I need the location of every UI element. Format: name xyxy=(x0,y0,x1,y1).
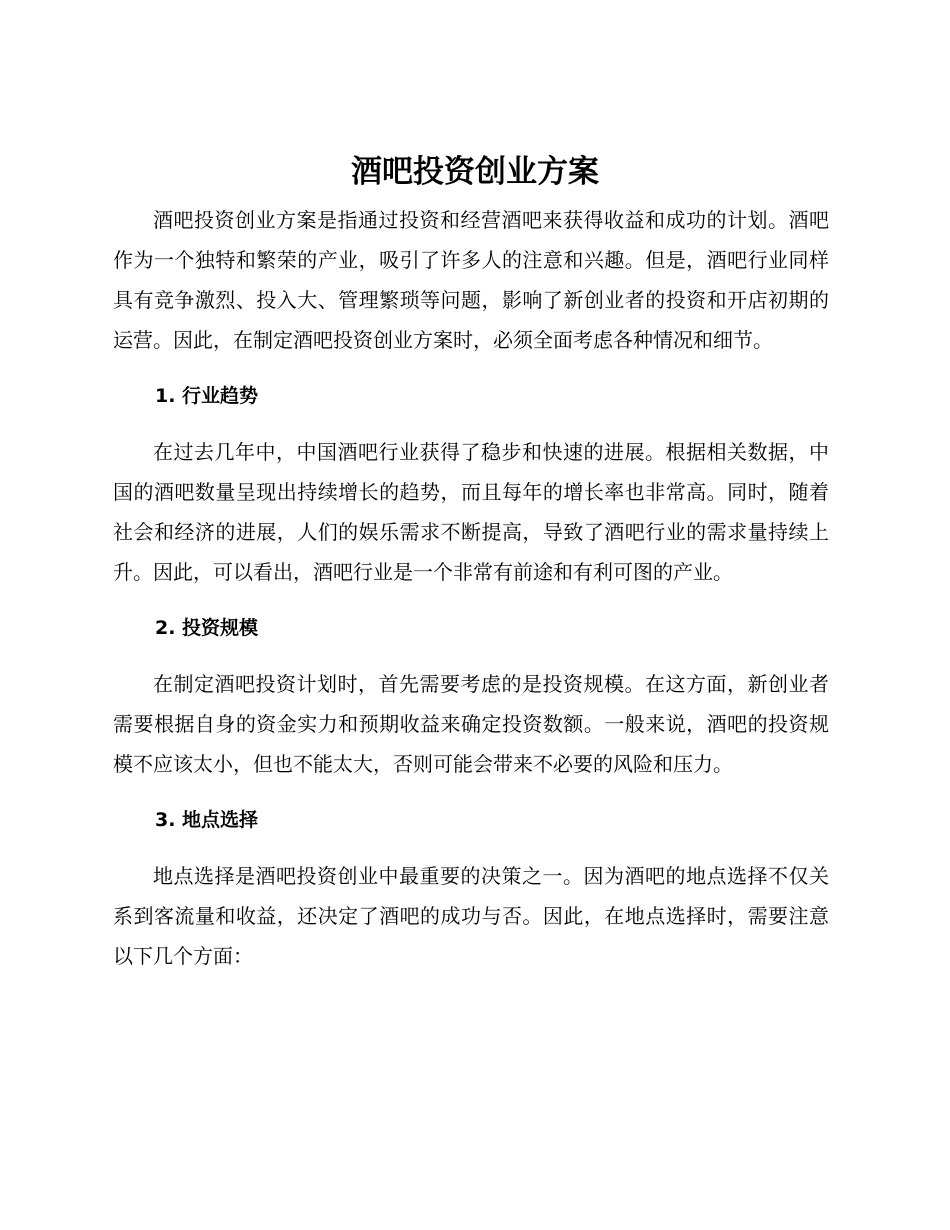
document-body xyxy=(113,200,829,976)
section-body-industry-trend: 在过去几年中，中国酒吧行业获得了稳步和快速的进展。根据相关数据，中国的酒吧数量呈现出持续增长的趋势，而且每年的增长率也非常高。同时，随着社会和经济的进展，人们的娱乐需求不断提高，导致了酒吧行业的需求量持续上升。因此，可以看出，酒吧行业是一个非常有前途和有利可图的产业。 xyxy=(113,440,829,584)
document-title: 酒吧投资创业方案 xyxy=(351,154,599,190)
spacer xyxy=(113,416,829,432)
spacer xyxy=(113,360,829,376)
spacer xyxy=(113,648,829,664)
spacer xyxy=(113,784,829,800)
section-heading-industry-trend: 1. 行业趋势 xyxy=(155,385,259,407)
section-heading-location-choice: 3. 地点选择 xyxy=(155,809,259,831)
section-body-investment-scale: 在制定酒吧投资计划时，首先需要考虑的是投资规模。在这方面，新创业者需要根据自身的资金实力和预期收益来确定投资数额。一般来说，酒吧的投资规模不应该太小，但也不能太大，否则可能会带来不必要的风险和压力。 xyxy=(113,672,829,776)
section-heading-investment-scale: 2. 投资规模 xyxy=(155,617,259,639)
spacer xyxy=(113,840,829,856)
spacer xyxy=(113,592,829,608)
intro-paragraph: 酒吧投资创业方案是指通过投资和经营酒吧来获得收益和成功的计划。酒吧作为一个独特和繁荣的产业，吸引了许多人的注意和兴趣。但是，酒吧行业同样具有竞争激烈、投入大、管理繁琐等问题，影响了新创业者的投资和开店初期的运营。因此，在制定酒吧投资创业方案时，必须全面考虑各种情况和细节。 xyxy=(113,208,829,352)
section-body-location-choice: 地点选择是酒吧投资创业中最重要的决策之一。因为酒吧的地点选择不仅关系到客流量和收益，还决定了酒吧的成功与否。因此，在地点选择时，需要注意以下几个方面： xyxy=(113,864,829,968)
